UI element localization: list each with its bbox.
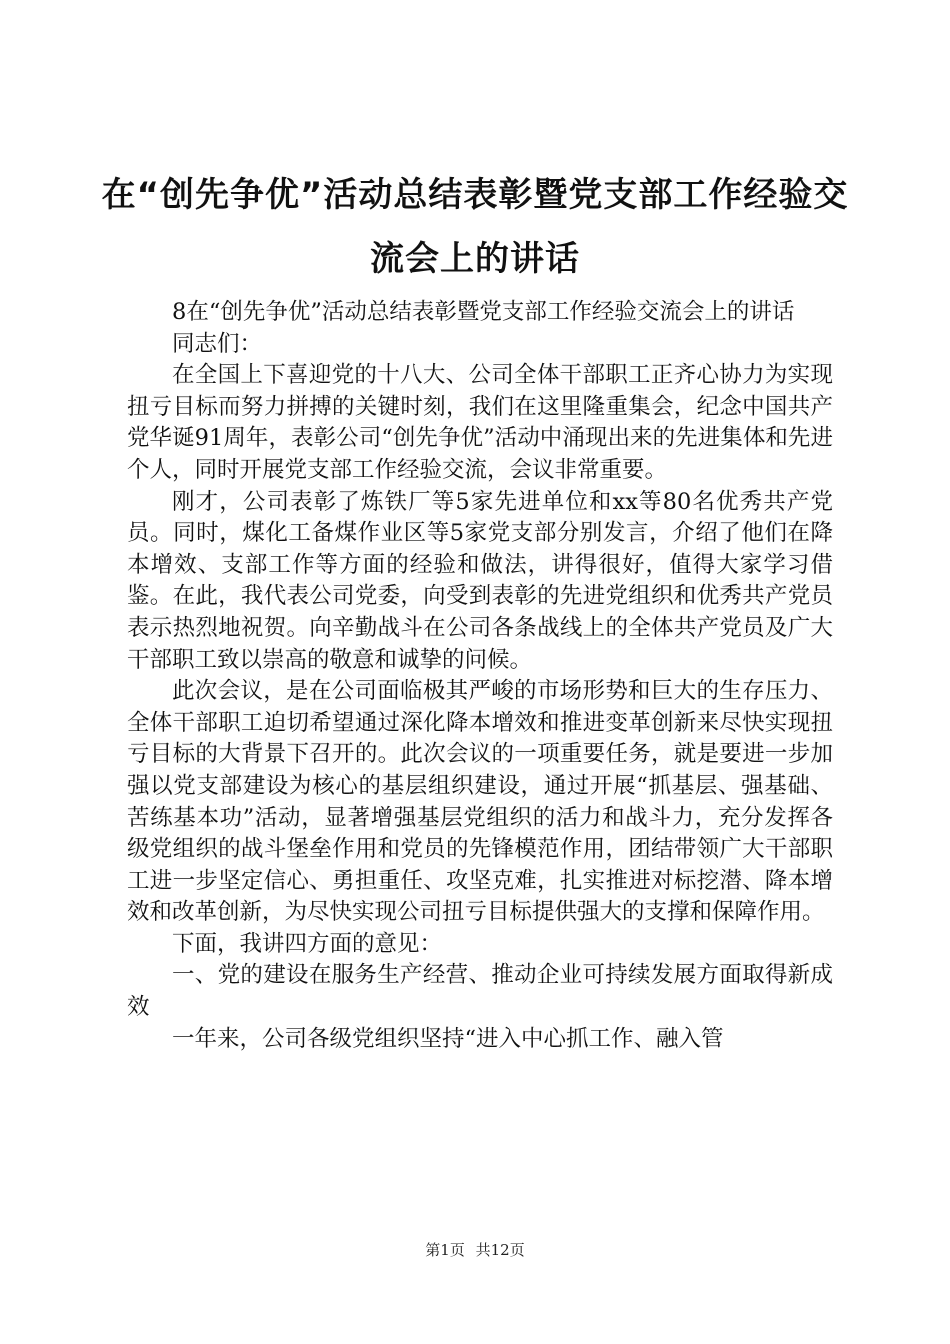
paragraph: 此次会议，是在公司面临极其严峻的市场形势和巨大的生存压力、全体干部职工迫切希望通过深化降本增效和推进变革创新来尽快实现扭亏目标的大背景下召开的。此次会议的一项重要任务，就是要进一步加强以党支部建设为核心的基层组织建设，通过开展“抓基层、强基础、苦练基本功”活动，显著增强基层党组织的活力和战斗力，充分发挥各级党组织的战斗堡垒作用和党员的先锋模范作用，团结带领广大干部职工进一步坚定信心、勇担重任、攻坚克难，扎实推进对标挖潜、降本增效和改革创新，为尽快实现公司扭亏目标提供强大的支撑和保障作用。 [127,678,833,926]
section-heading: 一、党的建设在服务生产经营、推动企业可持续发展方面取得新成效 [127,962,833,1021]
paragraph: 刚才，公司表彰了炼铁厂等5家先进单位和xx等80名优秀共产党员。同时，煤化工备煤作业区等5家党支部分别发言，介绍了他们在降本增效、支部工作等方面的经验和做法，讲得很好，值得大家学习借鉴。在此，我代表公司党委，向受到表彰的先进党组织和优秀共产党员表示热烈地祝贺。向辛勤战斗在公司各条战线上的全体共产党员及广大干部职工致以崇高的敬意和诚挚的问候。 [127,488,833,673]
paragraph-subtitle: 8在“创先争优”活动总结表彰暨党支部工作经验交流会上的讲话 [172,299,795,325]
page-footer [0,1239,950,1260]
paragraph: 在全国上下喜迎党的十八大、公司全体干部职工正齐心协力为实现扭亏目标而努力拼搏的关键时刻，我们在这里隆重集会，纪念中国共产党华诞91周年，表彰公司“创先争优”活动中涌现出来的先进集体和先进个人，同时开展党支部工作经验交流，会议非常重要。 [127,362,833,483]
page-total: 共12页 [475,1241,525,1259]
document-title: 在“创先争优”活动总结表彰暨党支部工作经验交流会上的讲话 [101,175,849,279]
page-number: 第1页 [425,1241,465,1259]
document-body [127,297,833,1055]
paragraph-salutation: 同志们： [172,330,263,357]
paragraph: 一年来，公司各级党组织坚持“进入中心抓工作、融入管 [172,1025,724,1052]
paragraph: 下面，我讲四方面的意见： [172,930,443,957]
